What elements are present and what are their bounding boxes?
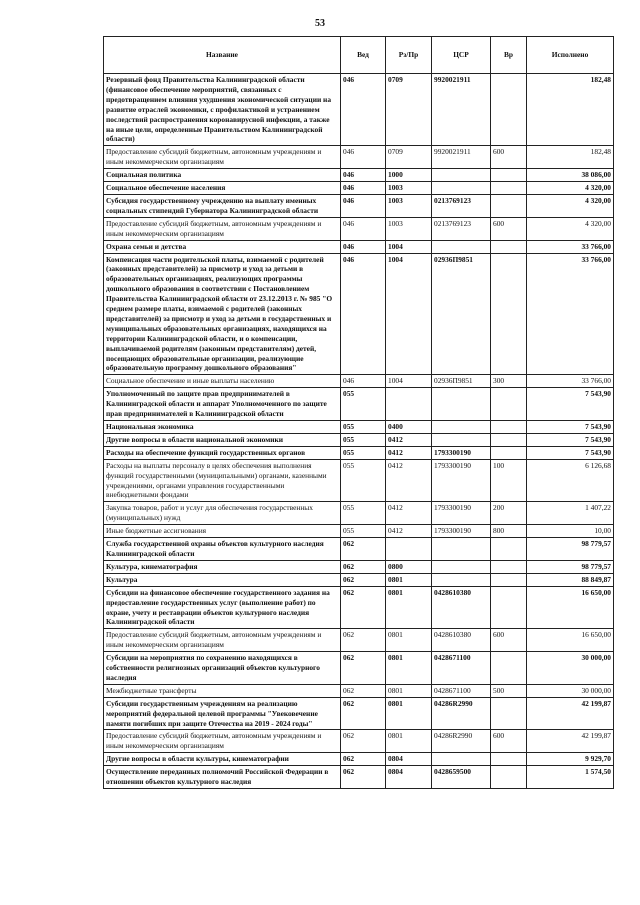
cell-rzpr: 0801 — [386, 629, 432, 652]
cell-vr — [491, 753, 527, 766]
table-row — [104, 766, 614, 789]
cell-rzpr: 0709 — [386, 74, 432, 146]
cell-name: Компенсация части родительской платы, взимаемой с родителей (законных представителей) за присмотр и уход за детьми в образовательных организациях, реализующих программы дошкольного образования в соответствии с Постановлением Правительства Калининградской области от 23.12.2013 г. № 985 "О среднем размере платы, взимаемой с родителей (законных представителей) за присмотр и уход за детьми в государственных и муниципальных образовательных организациях, находящихся на территории Калининградской области, и о компенсации, выплачиваемой родителям (законным представителям) детей, посещающих образовательные организации, реализующие образовательную программу дошкольного образования" — [104, 253, 341, 375]
cell-csr — [432, 560, 491, 573]
cell-rzpr: 0801 — [386, 586, 432, 629]
cell-ved: 046 — [341, 217, 386, 240]
cell-csr: 0213769123 — [432, 217, 491, 240]
cell-csr: 02936П9851 — [432, 253, 491, 375]
cell-vr — [491, 446, 527, 459]
cell-vr — [491, 194, 527, 217]
cell-vr: 100 — [491, 459, 527, 502]
cell-ved: 055 — [341, 502, 386, 525]
header-done: Исполнено — [527, 37, 614, 74]
cell-ved: 062 — [341, 573, 386, 586]
cell-done: 16 650,00 — [527, 586, 614, 629]
cell-csr: 1793300190 — [432, 459, 491, 502]
cell-done: 33 766,00 — [527, 253, 614, 375]
table-row — [104, 538, 614, 561]
cell-ved: 062 — [341, 560, 386, 573]
cell-csr — [432, 538, 491, 561]
cell-csr: 0428671100 — [432, 684, 491, 697]
cell-ved: 062 — [341, 766, 386, 789]
header-rzpr: Рз/Пр — [386, 37, 432, 74]
cell-csr: 0428610380 — [432, 586, 491, 629]
cell-ved: 046 — [341, 253, 386, 375]
cell-csr: 0428671100 — [432, 652, 491, 685]
cell-vr — [491, 697, 527, 730]
table-row — [104, 421, 614, 434]
cell-done: 33 766,00 — [527, 240, 614, 253]
cell-ved: 062 — [341, 730, 386, 753]
cell-rzpr — [386, 538, 432, 561]
cell-name: Охрана семьи и детства — [104, 240, 341, 253]
header-vr: Вр — [491, 37, 527, 74]
table-row — [104, 753, 614, 766]
cell-csr: 0428659500 — [432, 766, 491, 789]
cell-name: Расходы на выплаты персоналу в целях обеспечения выполнения функций государственными (муниципальными) органами, казенными учреждениями, органами управления государственными внебюджетными фондами — [104, 459, 341, 502]
cell-done: 9 929,70 — [527, 753, 614, 766]
cell-rzpr: 0400 — [386, 421, 432, 434]
page-number: 53 — [315, 18, 325, 29]
cell-done: 182,48 — [527, 74, 614, 146]
cell-vr — [491, 253, 527, 375]
cell-vr — [491, 182, 527, 195]
cell-name: Предоставление субсидий бюджетным, автономным учреждениям и иным некоммерческим организациям — [104, 730, 341, 753]
table-body — [104, 74, 614, 789]
cell-name: Предоставление субсидий бюджетным, автономным учреждениям и иным некоммерческим организациям — [104, 629, 341, 652]
cell-rzpr: 0804 — [386, 753, 432, 766]
cell-ved: 046 — [341, 240, 386, 253]
cell-ved: 046 — [341, 74, 386, 146]
cell-name: Культура — [104, 573, 341, 586]
cell-done: 98 779,57 — [527, 560, 614, 573]
cell-csr: 02936П9851 — [432, 375, 491, 388]
header-name: Название — [104, 37, 341, 74]
cell-rzpr: 0412 — [386, 446, 432, 459]
header-csr: ЦСР — [432, 37, 491, 74]
cell-rzpr: 0801 — [386, 730, 432, 753]
cell-done: 33 766,00 — [527, 375, 614, 388]
cell-name: Осуществление переданных полномочий Российской Федерации в отношении объектов культурного наследия — [104, 766, 341, 789]
cell-ved: 062 — [341, 753, 386, 766]
cell-name: Резервный фонд Правительства Калининградской области (финансовое обеспечение мероприятий, связанных с предотвращением влияния ухудшения экономической ситуации на развитие отраслей экономики, с профилактикой и устранением последствий распространения коронавирусной инфекции, а также на иные цели, определенные Правительством Калининградской области) — [104, 74, 341, 146]
table-row — [104, 446, 614, 459]
table-row — [104, 560, 614, 573]
cell-ved: 062 — [341, 586, 386, 629]
cell-ved: 062 — [341, 697, 386, 730]
cell-vr: 500 — [491, 684, 527, 697]
cell-vr — [491, 421, 527, 434]
cell-vr — [491, 652, 527, 685]
cell-ved: 055 — [341, 446, 386, 459]
cell-done: 1 407,22 — [527, 502, 614, 525]
cell-done: 7 543,90 — [527, 433, 614, 446]
cell-csr: 04286R2990 — [432, 697, 491, 730]
table-row — [104, 169, 614, 182]
cell-done: 4 320,00 — [527, 182, 614, 195]
table-row — [104, 525, 614, 538]
cell-vr: 200 — [491, 502, 527, 525]
cell-rzpr: 0709 — [386, 146, 432, 169]
budget-table — [103, 36, 614, 789]
cell-done: 98 779,57 — [527, 538, 614, 561]
cell-csr: 1793300190 — [432, 502, 491, 525]
cell-rzpr: 1003 — [386, 217, 432, 240]
cell-name: Социальная политика — [104, 169, 341, 182]
cell-vr — [491, 560, 527, 573]
cell-vr — [491, 169, 527, 182]
cell-rzpr: 0801 — [386, 573, 432, 586]
cell-done: 4 320,00 — [527, 217, 614, 240]
cell-ved: 055 — [341, 433, 386, 446]
cell-ved: 062 — [341, 629, 386, 652]
table-row — [104, 433, 614, 446]
cell-ved: 062 — [341, 652, 386, 685]
cell-done: 7 543,90 — [527, 388, 614, 421]
cell-name: Субсидия государственному учреждению на выплату именных социальных стипендий Губернатора Калининградской области — [104, 194, 341, 217]
cell-name: Предоставление субсидий бюджетным, автономным учреждениям и иным некоммерческим организациям — [104, 217, 341, 240]
cell-done: 30 000,00 — [527, 652, 614, 685]
cell-name: Социальное обеспечение и иные выплаты населению — [104, 375, 341, 388]
cell-vr: 600 — [491, 629, 527, 652]
cell-vr: 600 — [491, 217, 527, 240]
table-row — [104, 730, 614, 753]
table-row — [104, 502, 614, 525]
cell-done: 4 320,00 — [527, 194, 614, 217]
cell-ved: 046 — [341, 169, 386, 182]
cell-done: 7 543,90 — [527, 446, 614, 459]
cell-name: Другие вопросы в области национальной экономики — [104, 433, 341, 446]
cell-rzpr: 0412 — [386, 502, 432, 525]
cell-ved: 046 — [341, 194, 386, 217]
cell-rzpr: 0801 — [386, 684, 432, 697]
cell-rzpr: 0412 — [386, 459, 432, 502]
cell-csr — [432, 753, 491, 766]
cell-vr: 600 — [491, 730, 527, 753]
table-row — [104, 194, 614, 217]
cell-csr: 1793300190 — [432, 446, 491, 459]
cell-vr — [491, 573, 527, 586]
cell-csr: 1793300190 — [432, 525, 491, 538]
cell-rzpr: 0412 — [386, 433, 432, 446]
cell-ved: 055 — [341, 525, 386, 538]
cell-name: Культура, кинематография — [104, 560, 341, 573]
cell-name: Расходы на обеспечение функций государственных органов — [104, 446, 341, 459]
cell-ved: 046 — [341, 182, 386, 195]
cell-name: Субсидии государственным учреждениям на реализацию мероприятий федеральной целевой программы "Увековечение памяти погибших при защите Отечества на 2019 - 2024 годы" — [104, 697, 341, 730]
cell-name: Иные бюджетные ассигнования — [104, 525, 341, 538]
cell-vr: 300 — [491, 375, 527, 388]
cell-done: 30 000,00 — [527, 684, 614, 697]
table-row — [104, 629, 614, 652]
cell-vr — [491, 240, 527, 253]
table-header-row — [104, 37, 614, 74]
cell-name: Субсидии на финансовое обеспечение государственного задания на предоставление государственных услуг (выполнение работ) по охране, учету и реставрации объектов культурного наследия Калининградской области — [104, 586, 341, 629]
cell-done: 42 199,87 — [527, 697, 614, 730]
cell-rzpr: 1003 — [386, 194, 432, 217]
cell-done: 16 650,00 — [527, 629, 614, 652]
cell-rzpr: 0412 — [386, 525, 432, 538]
cell-name: Другие вопросы в области культуры, кинематографии — [104, 753, 341, 766]
cell-rzpr: 0801 — [386, 697, 432, 730]
cell-csr: 9920021911 — [432, 146, 491, 169]
cell-rzpr: 0804 — [386, 766, 432, 789]
cell-name: Межбюджетные трансферты — [104, 684, 341, 697]
table-row — [104, 240, 614, 253]
cell-rzpr: 1003 — [386, 182, 432, 195]
table-row — [104, 586, 614, 629]
cell-csr — [432, 573, 491, 586]
cell-csr: 04286R2990 — [432, 730, 491, 753]
cell-name: Национальная экономика — [104, 421, 341, 434]
cell-done: 6 126,68 — [527, 459, 614, 502]
cell-csr: 0213769123 — [432, 194, 491, 217]
cell-rzpr: 1004 — [386, 375, 432, 388]
cell-csr — [432, 182, 491, 195]
cell-vr — [491, 586, 527, 629]
table-row — [104, 217, 614, 240]
cell-csr — [432, 433, 491, 446]
table-row — [104, 375, 614, 388]
cell-csr: 0428610380 — [432, 629, 491, 652]
cell-ved: 055 — [341, 388, 386, 421]
cell-ved: 062 — [341, 538, 386, 561]
cell-name: Уполномоченный по защите прав предпринимателей в Калининградской области и аппарат Уполномоченного по защите прав предпринимателей в Калининградской области — [104, 388, 341, 421]
cell-rzpr: 1004 — [386, 253, 432, 375]
cell-vr: 800 — [491, 525, 527, 538]
cell-ved: 046 — [341, 146, 386, 169]
cell-vr — [491, 538, 527, 561]
cell-done: 1 574,50 — [527, 766, 614, 789]
table-row — [104, 253, 614, 375]
cell-rzpr: 1000 — [386, 169, 432, 182]
cell-rzpr: 1004 — [386, 240, 432, 253]
table-row — [104, 684, 614, 697]
cell-csr — [432, 169, 491, 182]
table-row — [104, 388, 614, 421]
cell-rzpr: 0800 — [386, 560, 432, 573]
table-row — [104, 459, 614, 502]
cell-done: 7 543,90 — [527, 421, 614, 434]
cell-name: Служба государственной охраны объектов культурного наследия Калининградской области — [104, 538, 341, 561]
table-row — [104, 146, 614, 169]
cell-name: Субсидии на мероприятия по сохранению находящихся в собственности религиозных организаций объектов культурного наследия — [104, 652, 341, 685]
cell-vr — [491, 388, 527, 421]
cell-rzpr — [386, 388, 432, 421]
cell-name: Предоставление субсидий бюджетным, автономным учреждениям и иным некоммерческим организациям — [104, 146, 341, 169]
cell-vr — [491, 74, 527, 146]
table-row — [104, 182, 614, 195]
header-ved: Вед — [341, 37, 386, 74]
cell-ved: 062 — [341, 684, 386, 697]
cell-rzpr: 0801 — [386, 652, 432, 685]
cell-name: Социальное обеспечение населения — [104, 182, 341, 195]
cell-done: 10,00 — [527, 525, 614, 538]
cell-done: 88 849,87 — [527, 573, 614, 586]
cell-vr — [491, 766, 527, 789]
cell-done: 38 086,00 — [527, 169, 614, 182]
cell-csr — [432, 421, 491, 434]
cell-done: 42 199,87 — [527, 730, 614, 753]
cell-csr — [432, 388, 491, 421]
table-row — [104, 74, 614, 146]
cell-vr: 600 — [491, 146, 527, 169]
cell-ved: 055 — [341, 421, 386, 434]
table-row — [104, 573, 614, 586]
cell-done: 182,48 — [527, 146, 614, 169]
cell-ved: 046 — [341, 375, 386, 388]
cell-name: Закупка товаров, работ и услуг для обеспечения государственных (муниципальных) нужд — [104, 502, 341, 525]
cell-vr — [491, 433, 527, 446]
cell-csr — [432, 240, 491, 253]
table-row — [104, 697, 614, 730]
cell-ved: 055 — [341, 459, 386, 502]
cell-csr: 9920021911 — [432, 74, 491, 146]
table-row — [104, 652, 614, 685]
